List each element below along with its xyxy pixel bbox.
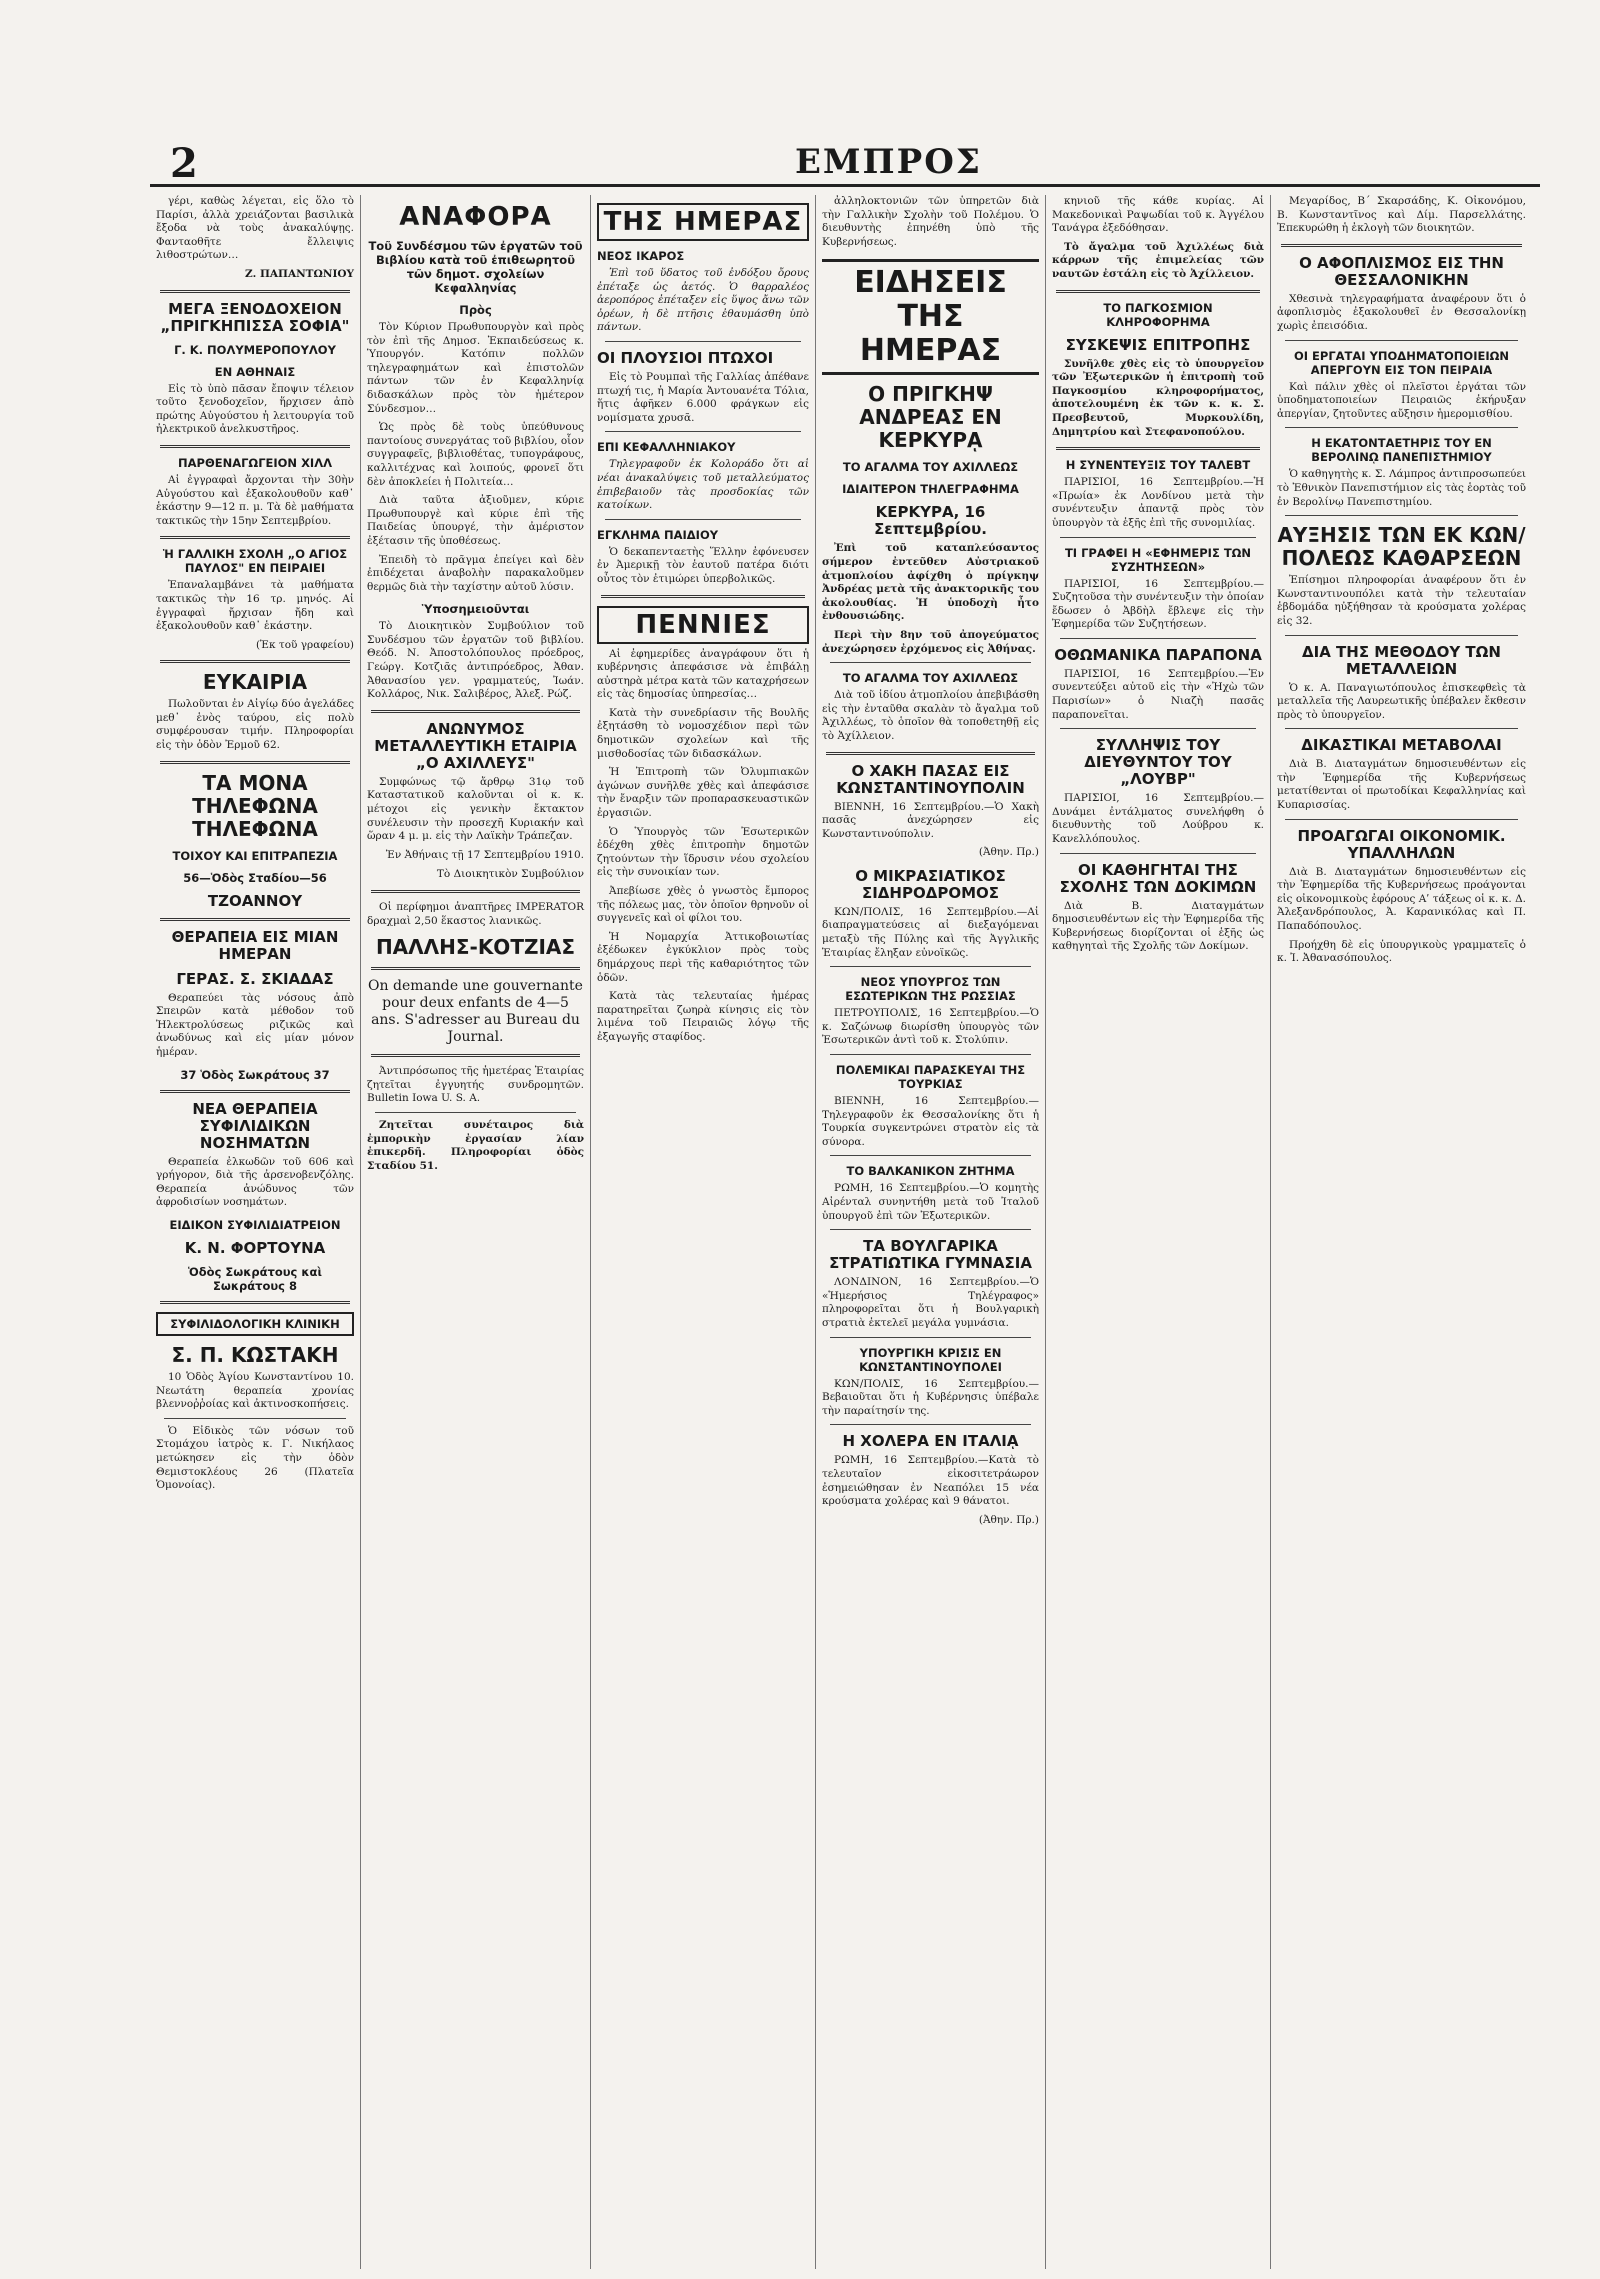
kerkyra-dateline: ΚΕΡΚΥΡΑ, 16 Σεπτεμβρίου.	[874, 503, 987, 539]
journal-heading: ΤΙ ΓΡΑΦΕΙ Η «ΕΦΗΜΕΡΙΣ ΤΩΝ ΣΥΖΗΤΗΣΕΩΝ»	[1064, 545, 1252, 574]
agency-note: (Ἀθην. Πρ.)	[978, 846, 1039, 859]
statue-subheading: ΤΟ ΑΓΑΛΜΑ ΤΟΥ ΑΧΙΛΛΕΩΣ	[842, 460, 1019, 475]
mining-company-date: Ἐν Ἀθήναις τῇ 17 Σεπτεμβρίου 1910.	[385, 848, 584, 861]
teachers-text: Διὰ Β. Διαταγμάτων δημοσιευθέντων εἰς τὴν Ἐφημερίδα τῆς Κυβερνήσεως διορίζονται οἱ ἑξῆς ὡς καθηγηταὶ τῆς Σχολῆς τῶν Δοκίμων.	[1052, 899, 1264, 953]
column-5	[1045, 195, 1270, 2269]
end-text: Προήχθη δὲ εἰς ὑπουργικοὺς γραμματεῖς ὁ κ. Ἰ. Ἀθανασόπουλος.	[1277, 938, 1526, 965]
cholera-note: (Ἀθην. Πρ.)	[978, 1513, 1039, 1526]
pasha-text: ΒΙΕΝΝΗ, 16 Σεπτεμβρίου.—Ὁ Χακὴ πασᾶς ἀνεχώρησεν εἰς Κωνσταντινούπολιν.	[822, 800, 1039, 840]
phones-address: 56—Ὁδὸς Σταδίου—56	[183, 870, 327, 885]
workers-text: Καὶ πάλιν χθὲς οἱ πλεῖστοι ἐργάται τῶν ὑποδηματοποιείων Πειραιῶς ἐκήρυξαν ἀπεργίαν, ζητοῦντες αὔξησιν ἡμερομισθίου.	[1277, 380, 1526, 420]
island-heading: ΕΠΙ ΚΕΦΑΛΛΗΝΙΑΚΟΥ	[597, 440, 736, 455]
minister-heading: ΝΕΟΣ ΥΠΟΥΡΓΟΣ ΤΩΝ ΕΣΩΤΕΡΙΚΩΝ ΤΗΣ ΡΩΣΣΙΑΣ	[845, 975, 1016, 1004]
report-signatories: Τὸ Διοικητικὸν Συμβούλιον τοῦ Συνδέσμου τῶν ἐργατῶν τοῦ βιβλίου. Θεόδ. Ν. Ἀποστολόπουλος πρόεδρος, Γεώργ. Κοτζιᾶς ἀντιπρόεδρος, Ἀθαν. Ἀθανασίου γεν. γραμματεύς, Ἰωάν. Κολλάρος, Νικ. Σαλιβέρος, Ἀλεξ. Ρώζ.	[367, 620, 584, 701]
french-school-text: Ἐπαναλαμβάνει τὰ μαθήματα τακτικῶς τὴν 16 τρ. μηνός. Αἱ ἐγγραφαὶ ἤρχισαν ἤδη καὶ ἐξακολουθοῦν καθ᾽ ἑκάστην.	[156, 579, 354, 633]
journal-text: ΠΑΡΙΣΙΟΙ, 16 Σεπτεμβρίου.—Συζητοῦσα τὴν συνέντευξιν τὴν ὁποίαν ἔδωσεν ὁ Ἀβδὴλ ἔβλεψε εἰς τὴν Ἐφημερίδα τῶν Συζητήσεων.	[1052, 577, 1264, 631]
mines-heading: ΔΙΑ ΤΗΣ ΜΕΘΟΔΟΥ ΤΩΝ ΜΕΤΑΛΛΕΙΩΝ	[1302, 642, 1501, 678]
louvre-text: ΠΑΡΙΣΙΟΙ, 16 Σεπτεμβρίου.—Δυνάμει ἐντάλματος συνελήφθη ὁ διευθυντὴς τοῦ Λούβρου κ. Κανελλόπουλος.	[1052, 792, 1264, 846]
ottoman-text: ΠΑΡΙΣΙΟΙ, 16 Σεπτεμβρίου.—Ἐν συνεντεύξει αὐτοῦ εἰς τὴν «Ἠχὼ τῶν Παρισίων» ὁ Νιαζὴ πασᾶς παραπονεῖται.	[1052, 667, 1264, 721]
of-the-day-heading: ΤΗΣ ΗΜΕΡΑΣ	[597, 203, 809, 241]
tibet-heading: Η ΣΥΝΕΝΤΕΥΞΙΣ ΤΟΥ ΤΑΛΕΒΤ	[1065, 458, 1251, 473]
lottery-heading: ΤΟ ΠΑΓΚΟΣΜΙΟΝ ΚΛΗΡΟΦΟΡΗΜΑ	[1103, 300, 1213, 329]
bargain-heading: ΕΥΚΑΙΡΙΑ	[202, 670, 308, 695]
tidings-heading: ΠΕΝΝΙΕΣ	[597, 606, 809, 644]
crisis-heading: ΥΠΟΥΡΓΙΚΗ ΚΡΙΣΙΣ ΕΝ ΚΩΝΣΤΑΝΤΙΝΟΥΠΟΛΕΙ	[859, 1345, 1002, 1374]
intro-text: κηνιοῦ τῆς κάθε κυρίας. Αἱ Μακεδονικαὶ Ραψωδίαι τοῦ κ. Ἀγγέλου Τανάγρα ἐξεδόθησαν.	[1052, 195, 1264, 235]
mining-company-text: Συμφώνως τῷ ἄρθρῳ 31ῳ τοῦ Καταστατικοῦ καλοῦνται οἱ κ. κ. μέτοχοι εἰς γενικὴν ἔκτακτον συνέλευσιν τὴν προσεχῆ Κυριακήν καὶ ὥραν 4 μ. μ. εἰς τὴν Λαϊκὴν Τράπεζαν.	[367, 775, 584, 843]
lottery-subheading: ΣΥΣΚΕΨΙΣ ΕΠΙΤΡΟΠΗΣ	[1065, 335, 1251, 354]
island-text: Τηλεγραφοῦν ἐκ Κολοράδο ὅτι αἱ νέαι ἀνακαλύψεις τοῦ μεταλλεύματος ἐπιβεβαιοῦν τὰς προσδοκίας τῶν κατοίκων.	[597, 458, 809, 512]
tibet-text: ΠΑΡΙΣΙΟΙ, 16 Σεπτεμβρίου.—Ἡ «Πρωία» ἐκ Λονδίνου μετὰ τὴν συνέντευξιν ἀπαντᾷ πρὸς τὸν ὑπουργὸν τὰ ἑξῆς ἐπὶ τῆς συνομιλίας.	[1052, 476, 1264, 529]
news-of-the-day-banner: ΕΙΔΗΣΕΙΣ ΤΗΣ ΗΜΕΡΑΣ	[822, 259, 1039, 375]
hotel-text: Εἰς τὸ ὑπὸ πᾶσαν ἔποψιν τέλειον τοῦτο ξενοδοχεῖον, ἥρχισεν ἀπὸ πρώτης Αὐγούστου ἡ λειτουργία τοῦ ἠλεκτρικοῦ ἀνελκυστῆρος.	[156, 382, 354, 436]
syphilis-heading: ΝΕΑ ΘΕΡΑΠΕΙΑ ΣΥΦΙΛΙΔΙΚΩΝ ΝΟΣΗΜΑΤΩΝ	[192, 1099, 318, 1152]
mines-text: Ὁ κ. Α. Παναγιωτόπουλος ἐπισκεφθεὶς τὰ μεταλλεῖα τῆς Λαυρεωτικῆς ὑπέβαλεν ἔκθεσιν πρὸς τὸ ὑπουργεῖον.	[1277, 681, 1526, 721]
signature: Ζ. ΠΑΠΑΝΤΩΝΙΟΥ	[244, 267, 354, 280]
disarmament-heading: Ο ΑΦΟΠΛΙΣΜΟΣ ΕΙΣ ΤΗΝ ΘΕΣΣΑΛΟΝΙΚΗΝ	[1299, 253, 1504, 289]
clinic2-text: 10 Ὁδὸς Ἁγίου Κωνσταντίνου 10. Νεωτάτη θεραπεία χρονίας βλεννοῤῥοίας καὶ ἀκτινοσκοπήσεις.	[156, 1371, 354, 1411]
intro-text: ἀλληλοκτονιῶν τῶν ὑπηρετῶν διὰ τὴν Γαλλικὴν Σχολὴν τοῦ Πολέμου. Ὁ διευθυντὴς ἐπηνέθη ὑπὸ τῆς Κυβερνήσεως.	[822, 195, 1039, 248]
newspaper-title: ΕΜΠΡΟΣ	[795, 142, 982, 182]
war-text: ΒΙΕΝΝΗ, 16 Σεπτεμβρίου.—Τηλεγραφοῦν ἐκ Θεσσαλονίκης ὅτι ἡ Τουρκία συγκεντρώνει στρατὸν εἰς τὰ σύνορα.	[822, 1095, 1039, 1148]
poor-text: Εἰς τὸ Ρουμπαὶ τῆς Γαλλίας ἀπέθανε πτωχή τις, ἡ Μαρία Ἀντουανέτα Τόλια, ἥτις ἀφῆκεν 6.000 φράγκων εἰς νομίσματα χρυσᾶ.	[597, 370, 809, 424]
bulgaria-heading: ΤΑ ΒΟΥΛΓΑΡΙΚΑ ΣΤΡΑΤΙΩΤΙΚΑ ΓΥΜΝΑΣΙΑ	[829, 1237, 1032, 1273]
tidings-paragraph: Ἡ Ἐπιτροπὴ τῶν Ὀλυμπιακῶν ἀγώνων συνῆλθε χθὲς καὶ ἀπεφάσισε τὴν ἔναρξιν τῶν προπαρασκευαστικῶν ἐργασιῶν.	[597, 766, 809, 820]
french-school-note: (Ἐκ τοῦ γραφείου)	[255, 638, 354, 651]
report-heading: ΑΝΑΦΟΡΑ	[399, 202, 552, 232]
therapy-text: Θεραπεύει τὰς νόσους ἀπὸ Σπειρῶν κατὰ μέθοδον τοῦ Ἠλεκτρολύσεως ριζικῶς καὶ ἀνωδύνως καὶ εἰς μίαν μόνον ἡμέραν.	[156, 991, 354, 1059]
hotel-city: ΕΝ ΑΘΗΝΑΙΣ	[214, 364, 296, 379]
telegram-label: ΙΔΙΑΙΤΕΡΟΝ ΤΗΛΕΓΡΑΦΗΜΑ	[842, 482, 1019, 497]
phones-name: ΤΖΟΑΝΝΟΥ	[207, 891, 303, 910]
promotions-text: Διὰ Β. Διαταγμάτων δημοσιευθέντων εἰς τὴν Ἐφημερίδα τῆς Κυβερνήσεως προάγονται εἰς οἰκονομικοὺς ἐφόρους Αʹ τάξεως οἱ κ. κ. Δ. Ἀλεξανδρόπουλος, Ἀ. Καρανικόλας καὶ Π. Παπαδόπουλος.	[1277, 865, 1526, 933]
intro-text: γέρι, καθὼς λέγεται, εἰς ὅλο τὸ Παρίσι, ἀλλὰ χρειάζονται βασιλικὰ ἔξοδα νὰ τοὺς ἀνακαλύψῃς. Φανταοθῆτε ἔλλειψις λιθοστρώτων…	[156, 195, 354, 262]
report-signed: Ὑποσημειοῦνται	[421, 602, 530, 617]
poor-heading: ΟΙ ΠΛΟΥΣΙΟΙ ΠΤΩΧΟΙ	[597, 348, 774, 367]
bargain-text: Πωλοῦνται ἐν Αἰγίῳ δύο ἀγελάδες μεθ᾽ ἑνὸς ταύρου, εἰς πολὺ συμφέρουσαν τιμήν. Πληροφορίαι εἰς τὴν ὁδὸν Ἐρμοῦ 62.	[156, 698, 354, 752]
railway-heading: Ο ΜΙΚΡΑΣΙΑΤΙΚΟΣ ΣΙΔΗΡΟΔΡΟΜΟΣ	[855, 866, 1006, 902]
mining-company-heading: ΑΝΩΝΥΜΟΣ ΜΕΤΑΛΛΕΥΤΙΚΗ ΕΤΑΙΡΙΑ „Ο ΑΧΙΛΛΕΥΣ"	[374, 719, 577, 772]
balkan-text: ΡΩΜΗ, 16 Σεπτεμβρίου.—Ὁ κομητὴς Αἰρένταλ συνηντήθη μετὰ τοῦ Ἰταλοῦ ὑπουργοῦ ἐπὶ τῶν Ἐξωτερικῶν.	[822, 1182, 1039, 1222]
lottery-text: Συνῆλθε χθὲς εἰς τὸ ὑπουργεῖον τῶν Ἐξωτερικῶν ἡ ἐπιτροπὴ τοῦ Παγκοσμίου κληροφορήματος, ἀποτελουμένη ἐκ τῶν κ. κ. Σ. Πρεσβευτοῦ, Μυρκουλίδη, Δημητρίου καὶ Στεφανοπούλου.	[1052, 357, 1264, 438]
icarus-heading: ΝΕΟΣ ΙΚΑΡΟΣ	[597, 249, 685, 263]
syphilis-text: Θεραπεία ἐλκωδῶν τοῦ 606 καὶ γρήγορον, διὰ τῆς ἀρσενοβενζόλης. Θεραπεία ἀνώδυνος τῶν ἀφροδισίων νοσημάτων.	[156, 1155, 354, 1209]
french-ad: On demande une gouvernante pour deux enfants de 4—5 ans. S'adresser au Bureau du Journal.	[368, 978, 583, 1046]
page-number: 2	[170, 140, 198, 187]
bulgaria-text: ΛΟΝΔΙΝΟΝ, 16 Σεπτεμβρίου.—Ὁ «Ἡμερήσιος Τηλέγραφος» πληροφορεῖται ὅτι ἡ Βουλγαρικὴ στρατιὰ ἐκτελεῖ μεγάλα γυμνάσια.	[822, 1276, 1039, 1329]
cholera-heading: Η ΧΟΛΕΡΑ ΕΝ ΙΤΑΛΙᾼ	[842, 1432, 1019, 1451]
clinic2-name: Σ. Π. ΚΩΣΤΑΚΗ	[171, 1343, 339, 1367]
phones-subheading: ΤΟΙΧΟΥ ΚΑΙ ΕΠΙΤΡΑΠΕΖΙΑ	[172, 848, 338, 863]
crime-heading: ΕΓΚΛΗΜΑ ΠΑΙΔΙΟΥ	[597, 527, 719, 542]
therapy-address: 37 Ὁδὸς Σωκράτους 37	[180, 1067, 330, 1082]
end-text: Ὁ Εἰδικὸς τῶν νόσων τοῦ Στομάχου ἰατρὸς κ. Γ. Νικήλαος μετώκησεν εἰς τὴν ὁδὸν Θεμιστοκλέους 26 (Πλατεῖα Ὁμονοίας).	[156, 1424, 354, 1492]
prince-heading: Ο ΠΡΙΓΚΗΨ ΑΝΔΡΕΑΣ ΕΝ ΚΕΡΚΥΡᾼ	[859, 382, 1002, 453]
report-paragraph: Διὰ ταῦτα ἀξιοῦμεν, κύριε Πρωθυπουργὲ καὶ κύριε ἐπὶ τῆς Παιδείας ὑπουργέ, τὴν ἀμέριστον ἐξέτασιν τῆς ὑποθέσεως.	[367, 494, 584, 547]
therapy-doctor: ΓΕΡΑΣ. Σ. ΣΚΙΑΔΑΣ	[176, 969, 334, 988]
lighter-ad-name: ΠΑΛΛΗΣ-ΚΟΤΖΙΑΣ	[375, 935, 576, 960]
icarus-text: Ἐπὶ τοῦ ὕδατος τοῦ ἐνδόξου ὄρους ἐπέταξε ὡς ἀετός. Ὁ θαρραλέος ἀεροπόρος ἐπέταξεν εἰς ὕψος ἄνω τῶν ὀρέων, ἡ δὲ πτῆσις ἐθαυμάσθη ὑπὸ πάντων.	[597, 267, 809, 334]
column-3	[590, 195, 815, 2269]
intro-text: Μεγαρίδος, Β΄ Σκαρσάδης, Κ. Οἰκονόμου, Β. Κωνσταντῖνος καὶ Δίμ. Παρσελλάτης. Ἐπεκυρώθη ἡ ἐκλογὴ τῶν διοικητῶν.	[1277, 195, 1526, 235]
school-heading: ΠΑΡΘΕΝΑΓΩΓΕΙΟΝ ΧΙΛΛ	[177, 455, 333, 470]
report-to: Πρὸς	[459, 303, 492, 317]
crisis-text: ΚΩΝ/ΠΟΛΙΣ, 16 Σεπτεμβρίου.—Βεβαιοῦται ὅτι ἡ Κυβέρνησις ὑπέβαλε τὴν παραίτησίν της.	[822, 1377, 1039, 1417]
clinic-name: Κ. Ν. ΦΟΡΤΟΥΝΑ	[184, 1239, 326, 1257]
report-paragraph: Ἐπειδὴ τὸ πρᾶγμα ἐπείγει καὶ δὲν ἐπιδέχεται ἀναβολὴν παρακαλοῦμεν θερμῶς διὰ τὴν ταχίστην αὐτοῦ λύσιν.	[367, 553, 584, 593]
tidings-paragraph: Ἀπεβίωσε χθὲς ὁ γνωστὸς ἔμπορος τῆς πόλεως μας, τὸν ὁποῖον θρηνοῦν οἱ συγγενεῖς καὶ οἱ φίλοι του.	[597, 885, 809, 925]
phones-heading: ΤΑ ΜΟΝΑ ΤΗΛΕΦΩΝΑ ΤΗΛΕΦΩΝΑ	[192, 770, 318, 841]
railway-text: ΚΩΝ/ΠΟΛΙΣ, 16 Σεπτεμβρίου.—Αἱ διαπραγματεύσεις αἱ διεξαγόμεναι μεταξὺ τῆς Πύλης καὶ τῆς Ἀγγλικῆς Ἑταιρίας ἔληξαν εὐνοϊκῶς.	[822, 905, 1039, 959]
report-paragraph: Τὸν Κύριον Πρωθυπουργὸν καὶ πρὸς τὸν ἐπὶ τῆς Δημοσ. Ἐκπαιδεύσεως κ. Ὑπουργόν. Κατόπιν πολλῶν τηλεγραφημάτων καὶ ἐπιστολῶν πάντων τῶν ἐν Κεφαλληνίᾳ διδασκάλων πρὸς τὸν ἡμέτερον Σύνδεσμον…	[367, 321, 584, 415]
court-text: Διὰ Β. Διαταγμάτων δημοσιευθέντων εἰς τὴν Ἐφημερίδα τῆς Κυβερνήσεως μετατίθενται οἱ πρωτοδίκαι Κεφαλληνίας καὶ Κυπαρισσίας.	[1277, 758, 1526, 812]
hotel-heading: ΜΕΓΑ ΞΕΝΟΔΟΧΕΙΟΝ „ΠΡΙΓΚΗΠΙΣΣΑ ΣΟΦΙΑ"	[160, 299, 350, 335]
clinic2-heading: ΣΥΦΙΛΙΔΟΛΟΓΙΚΗ ΚΛΙΝΙΚΗ	[156, 1312, 354, 1336]
achilleion-text: Τὸ ἄγαλμα τοῦ Ἀχιλλέως διὰ κάρρων τῆς ἐπιμελείας τῶν ναυτῶν ἐστάλη εἰς τὸ Ἀχίλλειον.	[1052, 240, 1264, 280]
clinic-heading: ΕΙΔΙΚΟΝ ΣΥΦΙΛΙΔΙΑΤΡΕΙΟΝ	[169, 1218, 341, 1232]
mining-company-board: Τὸ Διοικητικὸν Συμβούλιον	[436, 868, 584, 881]
wanted-ad: Ἀντιπρόσωπος τῆς ἡμετέρας Ἑταιρίας ζητεῖται ἐγγυητής συνδρομητῶν. Bulletin Iowa U. S. A.	[367, 1065, 584, 1105]
statue-heading: ΤΟ ΑΓΑΛΜΑ ΤΟΥ ΑΧΙΛΛΕΩΣ	[842, 671, 1019, 686]
school-text: Αἱ ἐγγραφαὶ ἄρχονται τὴν 30ὴν Αὐγούστου καὶ ἐξακολουθοῦν καθ᾽ ἑκάστην 9—12 π. μ. Τὰ δὲ μαθήματα τακτικῶς τὴν 15ην Σεπτεμβρίου.	[156, 473, 354, 527]
workers-heading: ΟΙ ΕΡΓΑΤΑΙ ΥΠΟΔΗΜΑΤΟΠΟΙΕΙΩΝ ΑΠΕΡΓΟΥΝ ΕΙΣ ΤΟΝ ΠΕΙΡΑΙΑ	[1293, 348, 1510, 377]
minister-text: ΠΕΤΡΟΥΠΟΛΙΣ, 16 Σεπτεμβρίου.—Ὁ κ. Σαζώνωφ διωρίσθη ὑπουργὸς τῶν Ἐσωτερικῶν ἀντὶ τοῦ κ. Στολύπιν.	[822, 1007, 1039, 1047]
lighter-ad-text: Οἱ περίφημοι ἀναπτῆρες IMPERATOR δραχμαὶ 2,50 ἕκαστος λιανικῶς.	[367, 901, 584, 927]
louvre-heading: ΣΥΛΛΗΨΙΣ ΤΟΥ ΔΙΕΥΘΥΝΤΟΥ ΤΟΥ „ΛΟΥΒΡ"	[1084, 736, 1232, 789]
growth-heading: ΑΥΞΗΣΙΣ ΤΩΝ ΕΚ ΚΩΝ/ΠΟΛΕΩΣ ΚΑΘΑΡΣΕΩΝ	[1277, 523, 1526, 571]
column-6	[1270, 195, 1532, 2269]
teachers-heading: ΟΙ ΚΑΘΗΓΗΤΑΙ ΤΗΣ ΣΧΟΛΗΣ ΤΩΝ ΔΟΚΙΜΩΝ	[1059, 860, 1257, 896]
century-heading: Η ΕΚΑΤΟΝΤΑΕΤΗΡΙΣ ΤΟΥ ΕΝ ΒΕΡΟΛΙΝῼ ΠΑΝΕΠΙΣΤΗΜΙΟΥ	[1311, 436, 1492, 465]
column-4	[815, 195, 1045, 2269]
balkan-heading: ΤΟ ΒΑΛΚΑΝΙΚΟΝ ΖΗΤΗΜΑ	[846, 1164, 1015, 1179]
pasha-heading: Ο ΧΑΚΗ ΠΑΣΑΣ ΕΙΣ ΚΩΝΣΤΑΝΤΙΝΟΥΠΟΛΙΝ	[836, 761, 1025, 797]
cholera-text: ΡΩΜΗ, 16 Σεπτεμβρίου.—Κατὰ τὸ τελευταῖον εἰκοσιτετράωρον ἐσημειώθησαν ἐν Νεαπόλει 15 νέα κρούσματα χολέρας καὶ 9 θάνατοι.	[822, 1454, 1039, 1508]
report-paragraph: Ὡς πρὸς δὲ τοὺς ὑπεύθυνους παντοίους συνεργάτας τοῦ βιβλίου, οἷον συγγραφεῖς, βιβλιοθέτας, τυπογράφους, καλλιτέχνας καὶ λοιπούς, φρονεῖ ὅτι δὲν ἀποκλείει ἡ Πολιτεία…	[367, 421, 584, 488]
statue-text: Διὰ τοῦ ἰδίου ἀτμοπλοίου ἀπεβιβάσθη εἰς τὴν ἐνταῦθα σκαλὰν τὸ ἄγαλμα τοῦ Ἀχιλλέως, τὸ ὁποῖον θὰ τοποθετηθῇ εἰς τὸ Ἀχίλλειον.	[822, 689, 1039, 742]
tidings-paragraph: Ἡ Νομαρχία Ἀττικοβοιωτίας ἐξέδωκεν ἐγκύκλιον πρὸς τοὺς δημάρχους περὶ τῆς καθαριότητος τῶν ὁδῶν.	[597, 930, 809, 984]
french-school-heading: Ἡ ΓΑΛΛΙΚΗ ΣΧΟΛΗ „Ο ΑΓΙΟΣ ΠΑΥΛΟΣ" ΕΝ ΠΕΙΡΑΙΕΙ	[162, 547, 348, 576]
century-text: Ὁ καθηγητὴς κ. Σ. Λάμπρος ἀντιπροσωπεύει τὸ Ἐθνικὸν Πανεπιστήμιον εἰς τὰς ἑορτὰς τοῦ ἐν Βερολίνῳ Πανεπιστημίου.	[1277, 468, 1526, 508]
clinic-address: Ὁδὸς Σωκράτους καὶ Σωκράτους 8	[188, 1265, 322, 1293]
promotions-heading: ΠΡΟΑΓΩΓΑΙ ΟΙΚΟΝΟΜΙΚ. ΥΠΑΛΛΗΛΩΝ	[1297, 826, 1506, 862]
hotel-owner: Γ. Κ. ΠΟΛΥΜΕΡΟΠΟΥΛΟΥ	[174, 342, 336, 357]
partner-wanted-ad: Ζητεῖται συνέταιρος διὰ ἐμπορικὴν ἐργασίαν λίαν ἐπικερδῆ. Πληροφορίαι ὁδὸς Σταδίου 51.	[367, 1118, 584, 1172]
tidings-paragraph: Κατὰ τὰς τελευταίας ἡμέρας παρατηρεῖται ζωηρὰ κίνησις εἰς τὸν λιμένα τοῦ Πειραιῶς λόγῳ τῆς ἐξαγωγῆς σταφίδος.	[597, 990, 809, 1043]
column-2	[360, 195, 590, 2269]
disarmament-text: Χθεσινὰ τηλεγραφήματα ἀναφέρουν ὅτι ὁ ἀφοπλισμὸς ἐξακολουθεῖ ἐν Θεσσαλονίκῃ χωρὶς ἐπεισόδια.	[1277, 292, 1526, 332]
tidings-paragraph: Ὁ Ὑπουργὸς τῶν Ἐσωτερικῶν ἐδέχθη χθὲς ἐπιτροπὴν δημοτῶν ζητούντων τὴν ἵδρυσιν νέου σχολείου εἰς τὴν συνοικίαν των.	[597, 825, 809, 879]
tidings-paragraph: Αἱ ἐφημερίδες ἀναγράφουν ὅτι ἡ κυβέρνησις ἀπεφάσισε νὰ ἐπιβάλῃ αὐστηρὰ μέτρα κατὰ τῶν καταχρήσεων εἰς τὰς δημοσίας ὑπηρεσίας…	[597, 647, 809, 701]
tidings-paragraph: Κατὰ τὴν συνεδρίασιν τῆς Βουλῆς ἐξητάσθη τὸ νομοσχέδιον περὶ τῶν δημοτικῶν σχολείων καὶ τῆς μισθοδοσίας τῶν διδασκάλων.	[597, 706, 809, 760]
growth-text: Ἐπίσημοι πληροφορίαι ἀναφέρουν ὅτι ἐν Κωνσταντινουπόλει κατὰ τὴν τελευταίαν ἑβδομάδα ηὐξήθησαν τὰ κρούσματα χολέρας εἰς 32.	[1277, 574, 1526, 627]
war-heading: ΠΟΛΕΜΙΚΑΙ ΠΑΡΑΣΚΕΥΑΙ ΤΗΣ ΤΟΥΡΚΙΑΣ	[835, 1063, 1026, 1092]
crime-text: Ὁ δεκαπενταετὴς Ἕλλην ἐφόνευσεν ἐν Ἀμερικῇ τὸν ἑαυτοῦ πατέρα διότι οὗτος τὸν ἐτιμώρει ὑπερβολικῶς.	[597, 545, 809, 585]
report-subheading: Τοῦ Συνδέσμου τῶν ἐργατῶν τοῦ Βιβλίου κατὰ τοῦ ἐπιθεωρητοῦ τῶν δημοτ. σχολείων Κεφαλληνίας	[368, 239, 583, 295]
kerkyra-text: Ἐπὶ τοῦ καταπλεύσαντος σήμερον ἐντεῦθεν Αὐστριακοῦ ἀτμοπλοίου ἀφίχθη ὁ πρίγκηψ Ἀνδρέας μετὰ τῆς ἀνακτορικῆς του ἀκολουθίας. Ἡ ὑποδοχὴ ἦτο ἐνθουσιώδης.	[822, 542, 1039, 623]
therapy-heading: ΘΕΡΑΠΕΙΑ ΕΙΣ ΜΙΑΝ ΗΜΕΡΑΝ	[171, 927, 339, 963]
ottoman-heading: ΟΘΩΜΑΝΙΚΑ ΠΑΡΑΠΟΝΑ	[1054, 645, 1262, 664]
kerkyra-note: Περὶ τὴν 8ην τοῦ ἀπογεύματος ἀνεχώρησεν ἐρχόμενος εἰς Ἀθήνας.	[822, 628, 1039, 655]
column-1	[150, 195, 360, 2269]
court-heading: ΔΙΚΑΣΤΙΚΑΙ ΜΕΤΑΒΟΛΑΙ	[1301, 736, 1502, 755]
masthead	[150, 140, 1540, 187]
